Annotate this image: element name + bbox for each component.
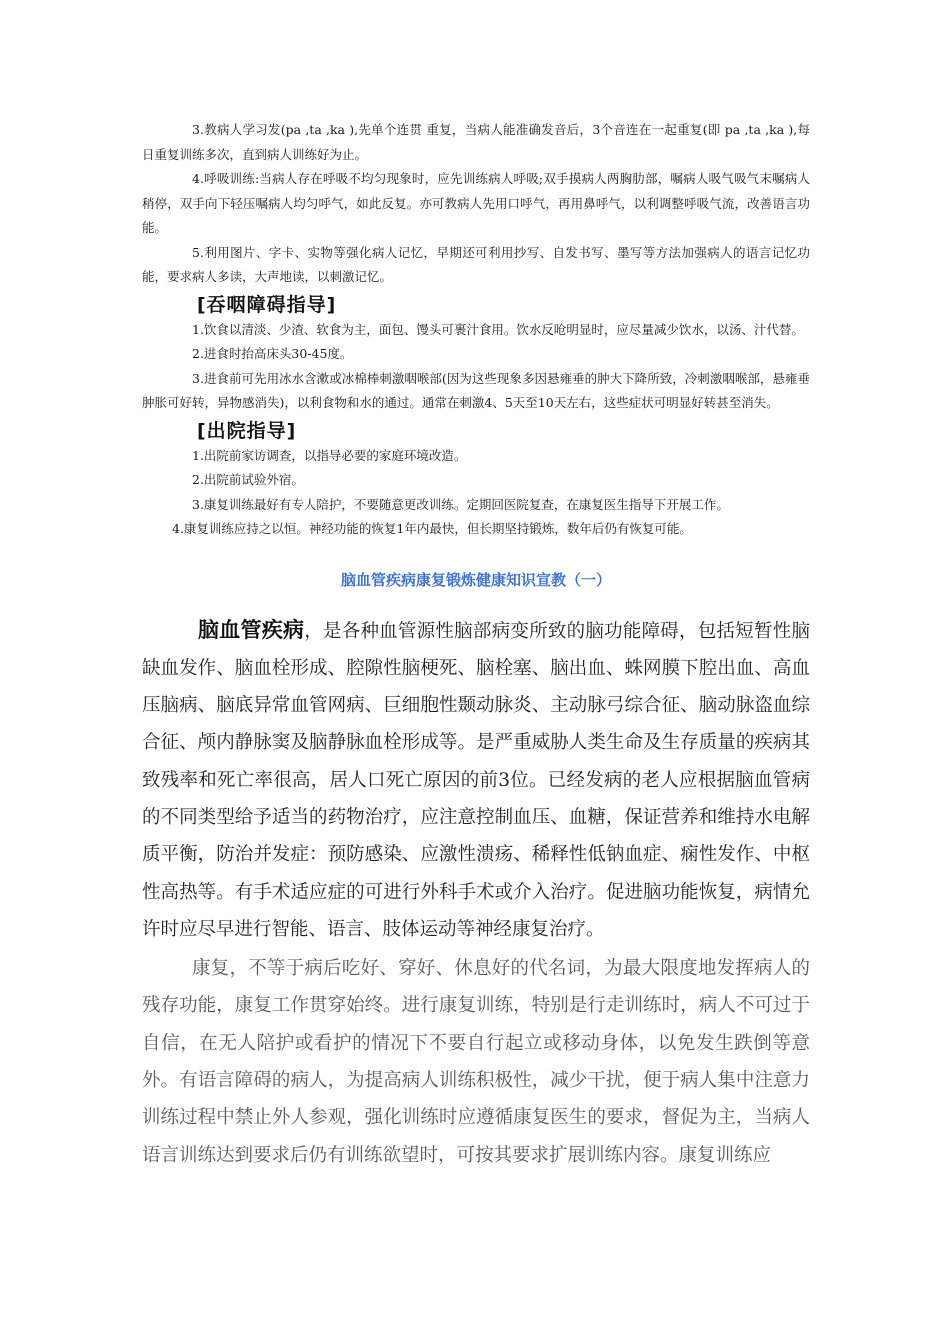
speech-item-3: 3.教病人学习发(pa ,ta ,ka ),先单个连贯 重复，当病人能准确发音后，3个音连在一起重复(即 pa ,ta ,ka ),每日重复训练多次，直到病人训练好为止。 xyxy=(142,122,810,162)
speech-item-5: 5.利用图片、字卡、实物等强化病人记忆，早期还可利用抄写、自发书写、墨写等方法加强病人的语言记忆功能，要求病人多读，大声地读，以刺激记忆。 xyxy=(142,244,810,284)
discharge-section xyxy=(142,444,810,542)
speech-training-section xyxy=(142,118,810,290)
article-title: 脑血管疾病康复锻炼健康知识宣教（一） xyxy=(340,570,611,589)
article-paragraph-2: 康复，不等于病后吃好、穿好、休息好的代名词，为最大限度地发挥病人的残存功能，康复工作贯穿始终。进行康复训练，特别是行走训练时，病人不可过于自信，在无人陪护或看护的情况下不要自行起立或移动身体，以免发生跌倒等意外。有语言障碍的病人，为提高病人训练积极性，减少干扰，便于病人集中注意力训练过程中禁止外人参观，强化训练时应遵循康复医生的要求，督促为主，当病人语言训练达到要求后仍有训练欲望时，可按其要求扩展训练内容。康复训练应 xyxy=(142,958,810,1166)
discharge-item-4: 4.康复训练应持之以恒。神经功能的恢复1年内最快，但长期坚持锻炼，数年后仍有恢复可能。 xyxy=(172,521,692,536)
swallow-section xyxy=(142,318,810,416)
discharge-heading: [出院指导] xyxy=(197,419,297,442)
document-page xyxy=(142,118,810,1174)
swallow-heading: [吞咽障碍指导] xyxy=(197,293,337,316)
article-body xyxy=(142,612,810,1174)
discharge-item-3: 3.康复训练最好有专人陪护，不要随意更改训练。定期回医院复查，在康复医生指导下开展工作。 xyxy=(192,496,729,512)
swallow-item-1: 1.饮食以清淡、少渣、软食为主，面包、馒头可裹汁食用。饮水反呛明显时，应尽量减少饮水，以汤、汁代替。 xyxy=(192,321,804,337)
speech-item-4: 4.呼吸训练:当病人存在呼吸不均匀现象时，应先训练病人呼吸;双手摸病人两胸肋部，嘱病人吸气吸气末嘱病人稍停，双手向下轻压嘱病人均匀呼气，如此反复。亦可教病人先用口呼气，再用鼻呼气，以利调整呼吸气流，改善语言功能。 xyxy=(142,171,810,235)
article-paragraph-1 xyxy=(142,612,810,949)
paragraph-1-text: ，是各种血管源性脑部病变所致的脑功能障碍，包括短暂性脑缺血发作、脑血栓形成、腔隙性脑梗死、脑栓塞、脑出血、蛛网膜下腔出血、高血压脑病、脑底异常血管网病、巨细胞性颞动脉炎、主动脉弓综合征、脑动脉盗血综合征、颅内静脉窦及脑静脉血栓形成等。是严重威胁人类生命及生存质量的疾病其致残率和死亡率很高，居人口死亡原因的前3位。已经发病的老人应根据脑血管病的不同类型给予适当的药物治疗，应注意控制血压、血糖，保证营养和维持水电解质平衡，防治并发症：预防感染、应激性溃疡、稀释性低钠血症、痫性发作、中枢性高热等。有手术适应症的可进行外科手术或介入治疗。促进脑功能恢复，病情允许时应尽早进行智能、语言、肢体运动等神经康复治疗。 xyxy=(142,620,810,940)
swallow-item-3: 3.进食前可先用冰水含漱或冰棉棒刺激咽喉部(因为这些现象多因悬雍垂的肿大下降所致，冷刺激咽喉部，悬雍垂肿胀可好转，异物感消失)，以利食物和水的通过。通常在刺激4、5天至10天左右，这些症状可明显好转甚至消失。 xyxy=(142,370,810,410)
discharge-item-1: 1.出院前家访调查，以指导必要的家庭环境改造。 xyxy=(192,447,467,463)
swallow-item-2: 2.进食时抬高床头30-45度。 xyxy=(192,346,353,361)
discharge-item-2: 2.出院前试验外宿。 xyxy=(192,472,304,487)
lead-term: 脑血管疾病 xyxy=(198,617,305,642)
